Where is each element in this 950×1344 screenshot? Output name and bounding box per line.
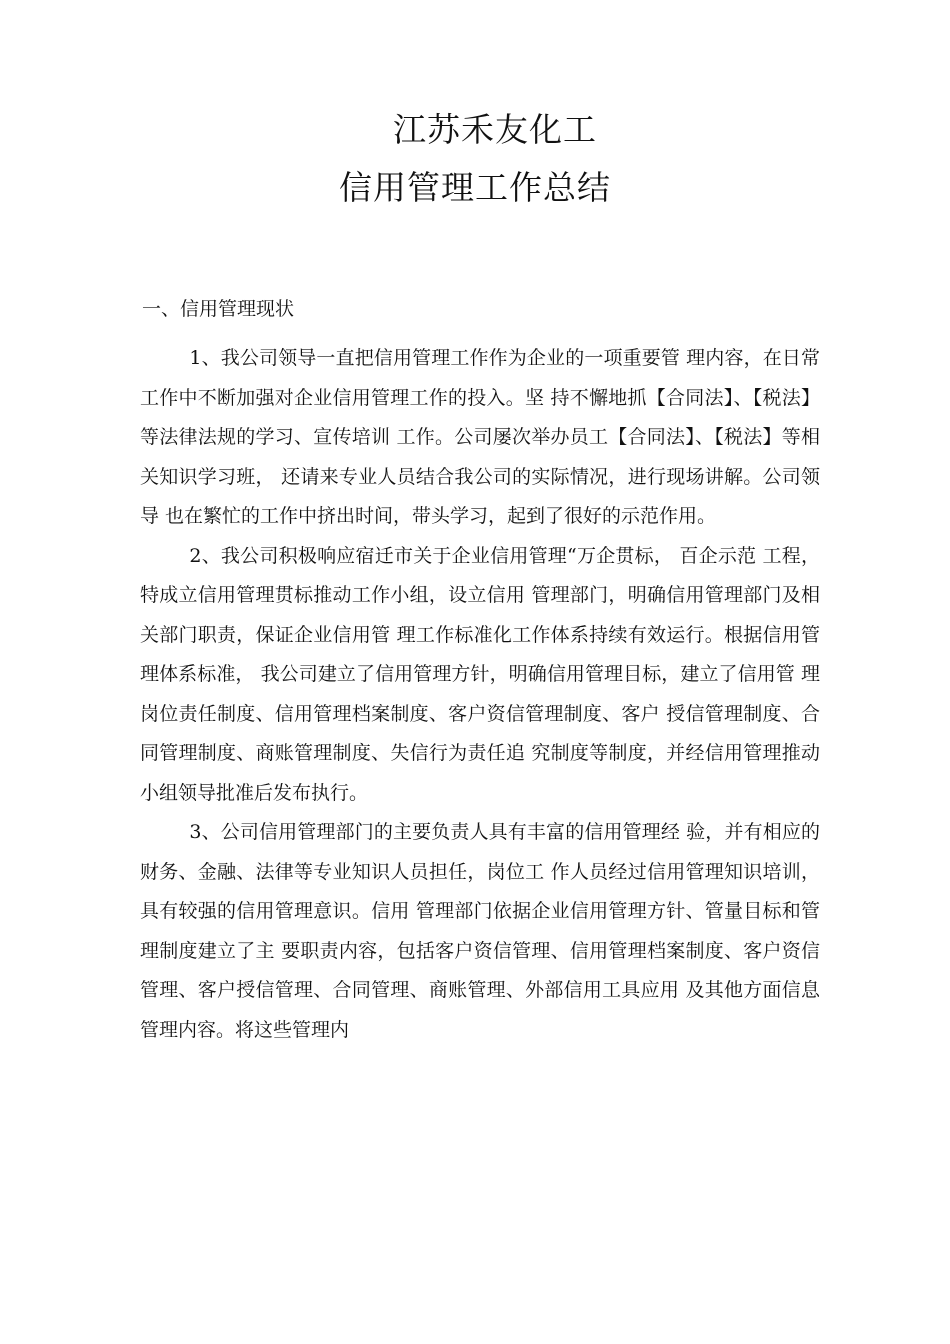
document-title-company: 江苏禾友化工: [393, 110, 597, 149]
section-heading: 一、信用管理现状: [142, 298, 295, 320]
paragraph-2: 2、我公司积极响应宿迁市关于企业信用管理“万企贯标， 百企示范 工程，特成立信用管理贯标推动工作小组，设立信用 管理部门，明确信用管理部门及相关部门职责，保证企业信用管 理工作标准化工作体系持续有效运行。根据信用管理体系标准， 我公司建立了信用管理方针，明确信用管理目标，建立了信用管 理岗位责任制度、信用管理档案制度、客户资信管理制度、客户 授信管理制度、合同管理制度、商账管理制度、失信行为责任追 究制度等制度，并经信用管理推动小组领导批准后发布执行。: [140, 544, 820, 804]
document-body: [140, 339, 820, 1050]
paragraph-3: 3、公司信用管理部门的主要负责人具有丰富的信用管理经 验，并有相应的财务、金融、法律等专业知识人员担任，岗位工 作人员经过信用管理知识培训，具有较强的信用管理意识。信用 管理部门依据企业信用管理方针、管量目标和管理制度建立了主 要职责内容，包括客户资信管理、信用管理档案制度、客户资信 管理、客户授信管理、合同管理、商账管理、外部信用工具应用 及其他方面信息管理内容。将这些管理内: [140, 821, 820, 1041]
document-title-subject: 信用管理工作总结: [339, 168, 611, 207]
paragraph-1: 1、我公司领导一直把信用管理工作作为企业的一项重要管 理内容，在日常工作中不断加强对企业信用管理工作的投入。坚 持不懈地抓【合同法】、【税法】等法律法规的学习、宣传培训 工作。公司屡次举办员工【合同法】、【税法】等相关知识学习班， 还请来专业人员结合我公司的实际情况，进行现场讲解。公司领导 也在繁忙的工作中挤出时间，带头学习，起到了很好的示范作用。: [140, 347, 820, 527]
